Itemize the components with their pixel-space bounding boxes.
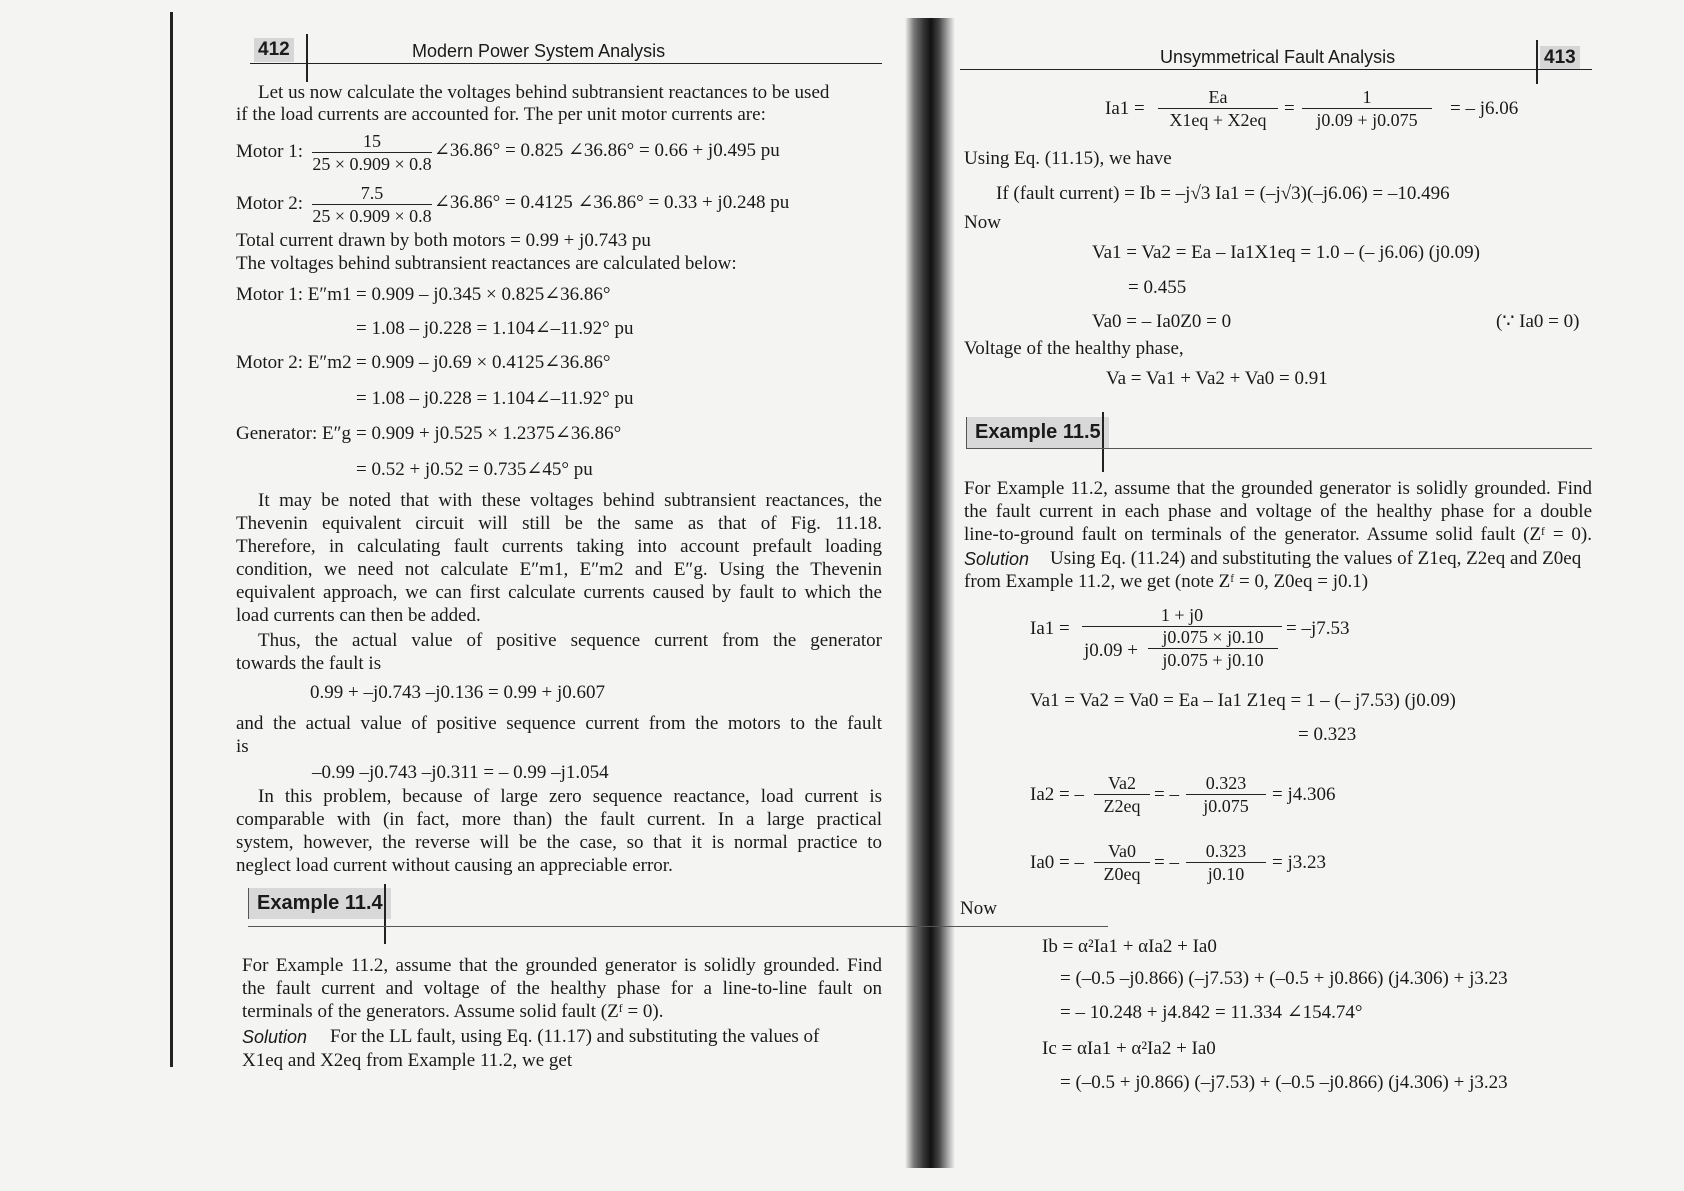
motor1-voltage-eq: = 1.08 – j0.228 = 1.104∠–11.92° pu [356,318,634,339]
example-text-line: the fault current and voltage of the healthy phase for a line-to-line fault on [242,978,882,999]
solution-line: from Example 11.2, we get (note Zᶠ = 0, Z0eq = j0.1) [964,571,1369,592]
generator-current-eq: 0.99 + –j0.743 –j0.136 = 0.99 + j0.607 [310,682,605,703]
solution-line: X1eq and X2eq from Example 11.2, we get [242,1050,573,1071]
header-bar [306,34,308,82]
paragraph-line: equivalent approach, we can first calculate currents caused by fault to which the [236,582,882,603]
motor2-current: ∠36.86° = 0.4125 ∠36.86° = 0.33 + j0.248 pu [434,192,790,213]
text-line: Using Eq. (11.15), we have [964,148,1172,169]
header-rule [250,63,882,64]
ia0-lhs: Ia0 = – [1030,852,1084,873]
i1-inner-denominator: j0.075 + j0.10 [1148,648,1278,671]
header-rule [960,69,1592,70]
va0-eq: Va0 = – Ia0Z0 = 0 [1092,311,1232,332]
paragraph-line: It may be noted that with these voltages behind subtransient reactances, the [258,490,882,511]
paragraph-line: Thus, the actual value of positive sequence current from the generator [258,630,882,651]
motor1-numerator: 15 [363,131,381,151]
solution-line: For the LL fault, using Eq. (11.17) and substituting the values of [330,1026,820,1047]
motor2-voltage-eq: = 0.909 – j0.69 × 0.4125∠36.86° [356,352,611,373]
paragraph-line: condition, we need not calculate E″m1, E″m2 and E″g. Using the Thevenin [236,559,882,580]
ia0-numerator: Va0 [1108,841,1136,861]
ia1-denominator: X1eq + X2eq [1158,108,1278,131]
ib-eq: Ib = α²Ia1 + αIa2 + Ia0 [1042,936,1217,957]
solution-label: Solution [964,549,1030,569]
running-head: Modern Power System Analysis [412,41,666,61]
ia1-denominator: j0.09 + j0.075 [1302,108,1432,131]
i1-result: = –j7.53 [1286,618,1350,639]
ia1-numerator: Ea [1208,87,1228,107]
paragraph-line: comparable with (in fact, more than) the fault current. In a large practical [236,809,882,830]
example-heading: Example 11.5 [966,417,1109,448]
motor2-voltage-eq: = 1.08 – j0.228 = 1.104∠–11.92° pu [356,388,634,409]
motor1-denominator: 25 × 0.909 × 0.8 [312,154,432,174]
paragraph-line: towards the fault is [236,653,382,674]
motor2-denominator: 25 × 0.909 × 0.8 [312,206,432,226]
ia0-numerator: 0.323 [1205,841,1247,861]
motor2-voltage-label: Motor 2: E″m2 [236,352,352,373]
paragraph-line: neglect load current without causing an appreciable error. [236,855,673,876]
va0-note: (∵ Ia0 = 0) [1496,311,1580,332]
example-bar [1102,412,1104,472]
motor2-label: Motor 2: [236,193,304,214]
ia2-denominator: j0.075 [1186,794,1266,817]
paragraph-line: and the actual value of positive sequence current from the motors to the fault [236,713,882,734]
i1-numerator: 1 + j0 [1160,605,1204,625]
page-number: 413 [1540,46,1580,70]
ia1-lhs: Ia1 = [1105,98,1145,119]
book-spine-shadow [905,18,955,1168]
example-rule [966,448,1592,449]
ia2-numerator: 0.323 [1205,773,1247,793]
ia2-denominator: Z2eq [1094,794,1150,817]
ia2-numerator: Va2 [1108,773,1136,793]
left-page [230,0,890,1191]
right-page: Unsymmetrical Fault Analysis 413 Ia1 = $\frac{Ea}{X1eq + X2eq}$ = $\frac{1}{j0.09 + j0.075}$ = – j6.06 Using Eq. (11.15), we have If (fault current) = Ib = –j√3 Ia1 = (–j√3)(–j6.06) = –10.496 Now Va1 = Va2 = Ea – Ia1X1eq = 1.0 – (– j6.06) (j0.09) = 0.455 Va0 = – Ia0Z0 = 0 (∵ Ia0 = 0) Voltage of the healthy phase, Va = Va1 + Va2 + Va0 = 0.91 Example 11.5 For Example 11.2, assume that the grounded generator is solidly grounded. Find the fault current in each phase and voltage of the healthy phase for a double line-to-ground fault on terminals of the generator. Assume solid fault (Zᶠ = 0). Solution Using Eq. (11.24) and substituting the values of Z1eq, Z2eq and Z0eq from Example 11.2, we get (note Zᶠ = 0, Z0eq = j0.1) Ia1 = 1 + j0 j0.09 + $\frac{j0.075 \times j0.10}{j0.075 + j0.10}$ = –j7.53 Va1 = Va2 = Va0 = Ea – Ia1 Z1eq = 1 – (– j7.53) (j0.09) = 0.323 Ia2 = – $\frac{Va2}{Z2eq}$ = – $\frac{0.323}{j0.075}$ = j4.306 Ia0 = – $\frac{Va0}{Z0eq}$ = – $\frac{0.323}{j0.10}$ = j3.23 Now Ib = α²Ia1 + αIa2 + Ia0 = (–0.5 –j0.866) (–j7.53) + (–0.5 + j0.866) (j4.306) + j3.23 = – 10.248 + j4.842 = 11.334 ∠154.74° Ic = αIa1 + α²Ia2 + Ia0 = (–0.5 + j0.866) (–j7.53) + (–0.5 –j0.866) (j4.306) + j3.23 [960,0,1600,1191]
example-text-line: line-to-ground fault on terminals of the generator. Assume solid fault (Zᶠ = 0). [964,524,1592,545]
generator-voltage-eq: = 0.52 + j0.52 = 0.735∠45° pu [356,459,593,480]
example-bar [384,884,386,944]
va1-eq: Va1 = Va2 = Ea – Ia1X1eq = 1.0 – (– j6.06) (j0.09) [1092,242,1480,263]
i1-denominator: j0.09 + [1084,640,1138,661]
va1-value: = 0.455 [1128,277,1187,298]
i1-lhs: Ia1 = [1030,618,1070,639]
ic-eq: = (–0.5 + j0.866) (–j7.53) + (–0.5 –j0.866) (j4.306) + j3.23 [1060,1072,1508,1093]
text-line: Now [964,212,1001,233]
ia0-result: = j3.23 [1272,852,1326,873]
ia2-result: = j4.306 [1272,784,1336,805]
generator-voltage-label: Generator: E″g [236,423,352,444]
running-head: Unsymmetrical Fault Analysis [1160,47,1396,67]
ic-eq: Ic = αIa1 + α²Ia2 + Ia0 [1042,1038,1216,1059]
generator-voltage-eq: = 0.909 + j0.525 × 1.2375∠36.86° [356,423,622,444]
ia0-denominator: Z0eq [1094,862,1150,885]
intro-line: Let us now calculate the voltages behind subtransient reactances to be used [258,82,830,103]
fault-current-eq: If (fault current) = Ib = –j√3 Ia1 = (–j√3)(–j6.06) = –10.496 [996,183,1450,204]
ia1-numerator: 1 [1362,87,1372,107]
voltages-intro-line: The voltages behind subtransient reactances are calculated below: [236,253,737,274]
paragraph-line: In this problem, because of large zero sequence reactance, load current is [258,786,882,807]
text-line: Voltage of the healthy phase, [964,338,1184,359]
example-heading: Example 11.4 [248,888,391,919]
motor-current-eq: –0.99 –j0.743 –j0.311 = – 0.99 –j1.054 [312,762,609,783]
ia0-denominator: j0.10 [1186,862,1266,885]
solution-line: Using Eq. (11.24) and substituting the values of Z1eq, Z2eq and Z0eq [1050,548,1582,569]
solution-label: Solution [242,1027,308,1047]
paragraph-line: Thevenin equivalent circuit will still be the same as that of Fig. 11.18. [236,513,882,534]
motor1-voltage-label: Motor 1: E″m1 [236,284,352,305]
page-number: 412 [254,38,294,62]
v-eq: Va1 = Va2 = Va0 = Ea – Ia1 Z1eq = 1 – (– j7.53) (j0.09) [1030,690,1456,711]
motor1-label: Motor 1: [236,141,304,162]
example-text-line: terminals of the generators. Assume solid fault (Zᶠ = 0). [242,1001,664,1022]
example-text-line: For Example 11.2, assume that the grounded generator is solidly grounded. Find [964,478,1592,499]
intro-line: if the load currents are accounted for. The per unit motor currents are: [236,104,766,125]
ia2-lhs: Ia2 = – [1030,784,1084,805]
v-value: = 0.323 [1298,724,1357,745]
paragraph-line: load currents can then be added. [236,605,481,626]
header-bar [1536,40,1538,84]
example-text-line: For Example 11.2, assume that the grounded generator is solidly grounded. Find [242,955,882,976]
paragraph-line: is [236,736,249,757]
i1-inner-numerator: j0.075 × j0.10 [1162,627,1264,647]
ib-eq: = – 10.248 + j4.842 = 11.334 ∠154.74° [1060,1002,1363,1023]
motor1-current: ∠36.86° = 0.825 ∠36.86° = 0.66 + j0.495 pu [434,140,780,161]
motor1-voltage-eq: = 0.909 – j0.345 × 0.825∠36.86° [356,284,611,305]
ib-eq: = (–0.5 –j0.866) (–j7.53) + (–0.5 + j0.866) (j4.306) + j3.23 [1060,968,1508,989]
text-line: Now [960,898,997,919]
paragraph-line: system, however, the reverse will be the case, so that it is normal practice to [236,832,882,853]
ia1-result: = – j6.06 [1450,98,1519,119]
va-eq: Va = Va1 + Va2 + Va0 = 0.91 [1106,368,1328,389]
total-current-line: Total current drawn by both motors = 0.99 + j0.743 pu [236,230,651,251]
motor2-numerator: 7.5 [360,183,384,203]
example-text-line: the fault current in each phase and voltage of the healthy phase for a double [964,501,1592,522]
paragraph-line: Therefore, in calculating fault currents taking into account prefault loading [236,536,882,557]
scan-edge-mark [170,12,173,1067]
